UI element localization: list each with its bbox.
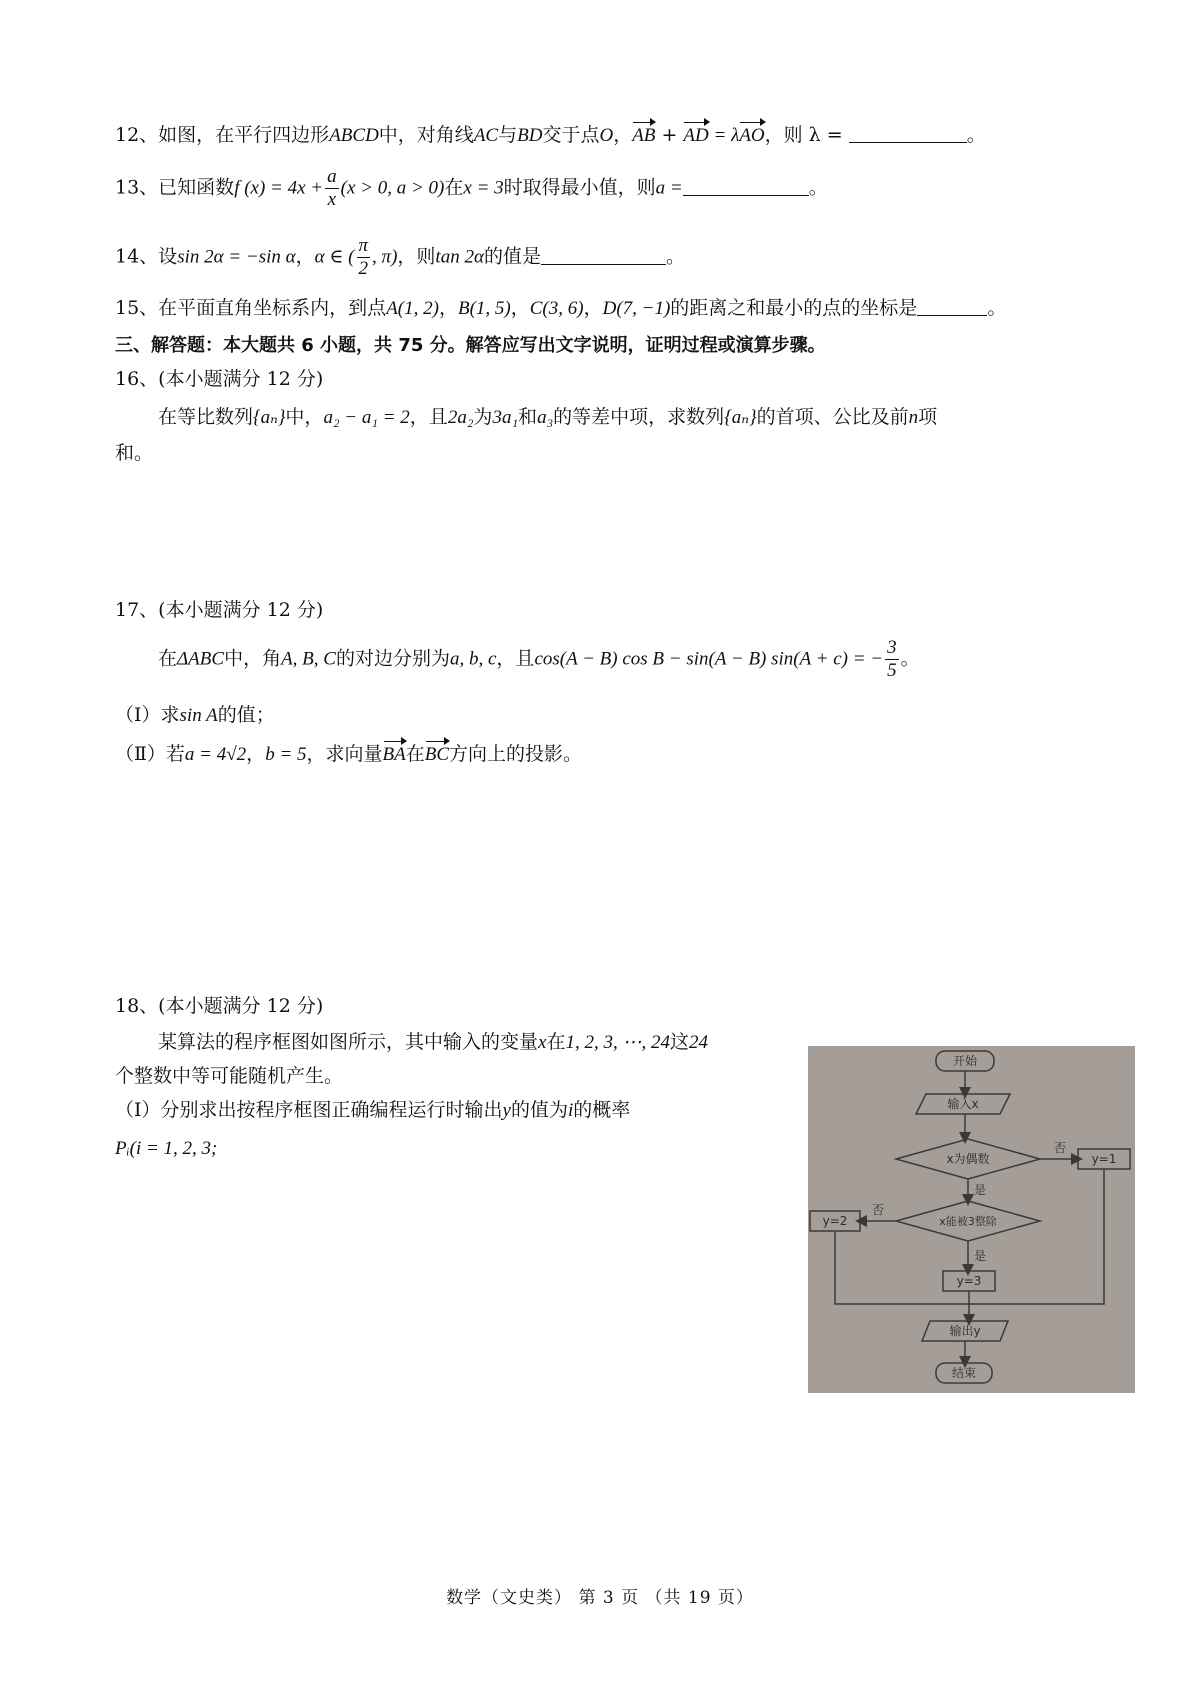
answer-blank-13: [683, 177, 809, 196]
question-14: 14、设sin 2α = −sin α，α ∈ ( $\frac{\pi}{2}$ , π)，则tan 2α的值是 。: [115, 235, 685, 279]
question-15: 15、在平面直角坐标系内，到点A(1, 2)，B(1, 5)，C(3, 6)，D(7, −1)的距离之和最小的点的坐标是 。: [115, 297, 1007, 319]
question-18-line-3: （Ⅰ）分别求出按程序框图正确编程运行时输出y的值为i的概率: [115, 1099, 631, 1121]
question-17-line-1: 在ΔABC中，角A, B, C的对边分别为a, b, c，且cos(A − B) cos B − sin(A − B) sin(A + c) = − $\frac{3}{5}$ 。: [158, 637, 920, 681]
fraction-pi-over-2: $\frac{\pi}{2}$: [358, 235, 369, 279]
question-18-line-4: Pᵢ(i = 1, 2, 3;: [115, 1138, 218, 1159]
question-16-line-1: 在等比数列{aₙ}中，a₂ − a₁ = 2，且2a₂为3a₁和a₃的等差中项，求数列{aₙ}的首项、公比及前n项: [158, 406, 938, 428]
answer-blank-14: [541, 246, 666, 265]
flow-y1-label: y=1: [1091, 1152, 1117, 1166]
question-16-line-2: 和。: [115, 442, 154, 464]
vector-bc: BC: [425, 742, 449, 768]
flow-no2-label: 否: [871, 1203, 885, 1217]
question-17-part-2: （Ⅱ）若a = 4√2，b = 5，求向量BA在BC方向上的投影。: [115, 741, 582, 768]
question-17-part-1: （Ⅰ）求sin A的值；: [115, 704, 275, 726]
vector-ad: AD: [683, 123, 708, 149]
flow-yes2-label: 是: [973, 1249, 987, 1263]
flowchart-image: [808, 1046, 1135, 1393]
flow-end-label: 结束: [951, 1366, 977, 1380]
fraction-a-over-x: $\frac{a}{x}$: [327, 166, 337, 210]
page-footer: 数学（文史类） 第 3 页 （共 19 页）: [446, 1588, 754, 1608]
flow-output-label: 输出y: [949, 1324, 981, 1338]
flow-input-label: 输入x: [947, 1097, 979, 1111]
flow-y2-label: y=2: [822, 1214, 848, 1228]
question-18-header: 18、(本小题满分 12 分): [115, 995, 324, 1017]
flow-yes-label: 是: [973, 1183, 987, 1197]
flow-start-label: 开始: [952, 1054, 978, 1068]
fraction-3-over-5: $\frac{3}{5}$: [887, 637, 897, 681]
flowchart-diagram: [808, 1046, 1135, 1393]
section-3-heading: 三、解答题：本大题共 6 小题，共 75 分。解答应写出文字说明，证明过程或演算步骤。: [115, 335, 826, 356]
question-18-line-1: 某算法的程序框图如图所示，其中输入的变量x在1, 2, 3, ⋯, 24这24: [158, 1031, 708, 1053]
question-16-header: 16、(本小题满分 12 分): [115, 368, 324, 390]
question-18-line-2: 个整数中等可能随机产生。: [115, 1065, 344, 1087]
flow-div3-label: x能被3整除: [939, 1215, 997, 1228]
vector-ab: AB: [632, 123, 655, 149]
vector-ao: AO: [739, 123, 764, 149]
answer-blank-15: [917, 297, 987, 316]
question-13: 13、已知函数f (x) = 4x + $\frac{a}{x}$ (x > 0, a > 0)在x = 3时取得最小值，则a = 。: [115, 166, 828, 210]
question-17-header: 17、(本小题满分 12 分): [115, 599, 324, 621]
flow-even-label: x为偶数: [946, 1152, 990, 1166]
vector-ba: BA: [383, 742, 406, 768]
flow-y3-label: y=3: [956, 1274, 982, 1288]
answer-blank-12: [849, 124, 967, 143]
flow-no-label: 否: [1053, 1141, 1067, 1155]
question-12: 12、如图，在平行四边形ABCD中，对角线AC与BD交于点O，AB + AD = λAO，则 λ = 。: [115, 122, 986, 149]
